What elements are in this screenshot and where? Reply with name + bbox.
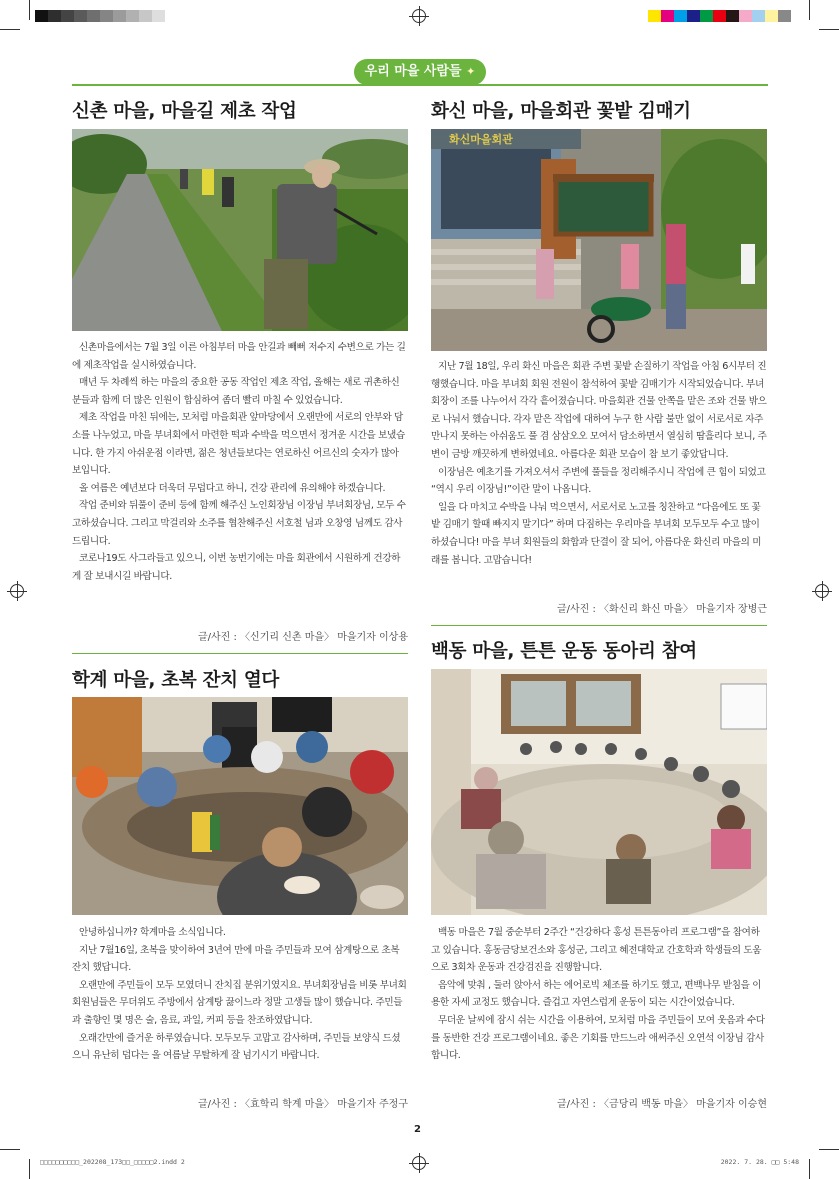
- color-swatch: [765, 10, 778, 22]
- article-photo: [72, 697, 408, 915]
- article-title: 화신 마을, 마을회관 꽃밭 김매기: [431, 101, 691, 122]
- paragraph: 백동 마을은 7월 중순부터 2주간 “건강하다 홍성 튼튼동아리 프로그램”을 참여하고 있습니다. 홍동금당보건소와 홍성군, 그리고 혜전대학교 간호학과 학생들의 도움으로 3회차 운동과 건강검진을 진행합니다.: [431, 927, 762, 974]
- gray-swatch: [126, 10, 139, 22]
- paragraph: 작업 준비와 뒤풀이 준비 등에 함께 해주신 노인회장님 이장님 부녀회장님, 모두 수고하셨습니다. 그리고 막걸리와 소주를 협찬해주신 서호철 님과 오창영 님께도 감사드립니다.: [72, 500, 406, 547]
- article-credit: 글/사진 : 〈효학리 학계 마을〉 마을기자 주정구: [197, 1099, 408, 1110]
- photo-exercise-class: [431, 669, 767, 915]
- article-photo: [431, 669, 767, 915]
- sparkle-icon: ✦: [466, 65, 476, 78]
- photo-summer-feast: [72, 697, 408, 915]
- paragraph: 제초 작업을 마친 뒤에는, 모처럼 마을회관 앞마당에서 오랜만에 서로의 안부와 담소를 나누었고, 마을 부녀회에서 마련한 떡과 수박을 먹으면서 정겨운 시간을 보냈습니다. 한 가지 아쉬운점 이라면, 젊은 청년들보다는 연로하신 어르신의 숫자가 많아 보입니다.: [72, 412, 405, 477]
- crop-mark: [0, 1149, 20, 1150]
- paragraph: 신촌마을에서는 7월 3일 이른 아침부터 마을 안길과 빼뻐 저수지 수변으로 가는 길에 제초작업을 실시하였습니다.: [72, 342, 406, 371]
- article-body: [431, 924, 767, 1065]
- page-number: 2: [414, 1124, 421, 1135]
- gray-swatch: [48, 10, 61, 22]
- color-swatch: [661, 10, 674, 22]
- paragraph: 일을 다 마치고 수박을 나눠 먹으면서, 서로서로 노고를 칭찬하고 “다음에도 또 꽃밭 김매기 할때 빠지지 말기다” 하며 다짐하는 우리마을 부녀회 모두모두 수고 많이 하셨습니다! 마을 부녀 회원들의 화합과 단결이 잘 되어, 아름다운 화신리 마을의 미래를 봅니다. 고맙습니다!: [431, 501, 762, 566]
- color-swatch: [752, 10, 765, 22]
- crop-mark: [809, 0, 810, 20]
- gray-swatch: [139, 10, 152, 22]
- crop-mark: [819, 29, 839, 30]
- photo-village-hall-garden: [431, 129, 767, 351]
- article-body: [431, 358, 767, 569]
- paragraph: 지난 7월 18일, 우리 화신 마을은 회관 주변 꽃밭 손질하기 작업을 아침 6시부터 진행했습니다. 마을 부녀회 회원 전원이 참석하여 꽃밭 김매기가 시작되었습니다. 부녀회장이 조를 나누어서 각각 흩어졌습니다. 마을회관 건물 안쪽을 맡은 조와 건물 밖으로 나눠서 했습니다. 각자 맡은 작업에 대하여 누구 한 사람 불만 없이 서로서로 자주 만나지 못하는 아쉬움도 풀 겸 삼삼오오 모여서 담소하면서 열심히 땀흘리다 보니, 주변이 금방 깨끗하게 변하였네요. 아름다운 회관 모습이 참 보기 좋았답니다.: [431, 361, 767, 460]
- registration-mark-top: [412, 9, 426, 23]
- registration-mark-bottom: [412, 1156, 426, 1170]
- color-swatch: [713, 10, 726, 22]
- article-title: 학계 마을, 초복 잔치 열다: [72, 670, 280, 691]
- paragraph: 오랜만에 주민들이 모두 모였더니 잔치집 분위기였지요. 부녀회장님을 비롯 부녀회 회원님들은 무더위도 주방에서 삼계탕 끓이느라 정말 고생들 많이 했습니다. 주민들과 출향인 몇 명은 술, 음료, 과일, 커피 등을 찬조하였답니다.: [72, 979, 407, 1026]
- color-swatch: [687, 10, 700, 22]
- color-swatch: [739, 10, 752, 22]
- gray-swatch: [113, 10, 126, 22]
- photo-sign: 화신마을회관: [449, 134, 513, 146]
- section-rule: [72, 84, 768, 86]
- gray-swatch: [61, 10, 74, 22]
- crop-mark: [0, 29, 20, 30]
- color-swatch: [648, 10, 661, 22]
- paragraph: 무더운 날씨에 잠시 쉬는 시간을 이용하여, 모처럼 마을 주민들이 모여 웃음과 수다를 동반한 건강 프로그램이네요. 좋은 기회를 만드느라 애써주신 오연석 이장님 감사합니다.: [431, 1014, 765, 1062]
- section-label: 우리 마을 사람들: [364, 64, 462, 79]
- crop-mark: [819, 1149, 839, 1150]
- registration-mark-left: [10, 584, 24, 598]
- color-swatch: [726, 10, 739, 22]
- crop-mark: [809, 1159, 810, 1179]
- article-credit: 글/사진 : 〈화신리 화신 마을〉 마을기자 장병근: [556, 604, 767, 615]
- gray-swatch: [100, 10, 113, 22]
- gray-color-bar: [35, 10, 165, 22]
- color-swatch: [700, 10, 713, 22]
- color-swatch: [674, 10, 687, 22]
- gray-swatch: [74, 10, 87, 22]
- print-stamp: 2022. 7. 28. □□ 5:48: [720, 1158, 799, 1166]
- section-badge: [354, 59, 486, 85]
- registration-mark-right: [815, 584, 829, 598]
- paragraph: 지난 7월16일, 초복을 맞이하여 3년여 만에 마을 주민들과 모여 삼계탕으로 초복 잔치 했답니다.: [72, 944, 400, 974]
- paragraph: 코로나19도 사그라들고 있으니, 이번 농번기에는 마을 회관에서 시원하게 건강하게 잘 보내시길 바랍니다.: [72, 553, 401, 582]
- paragraph: 안녕하십니까? 학계마을 소식입니다.: [79, 927, 226, 938]
- paragraph: 음악에 맞춰 , 둘러 앉아서 하는 에어로빅 체조를 하기도 했고, 편백나무 받침을 이용한 자세 교정도 했습니다. 즐겁고 자연스럽게 운동이 되는 시간이었습니다.: [431, 979, 762, 1009]
- gray-swatch: [87, 10, 100, 22]
- article-title: 백동 마을, 튼튼 운동 동아리 참여: [431, 641, 697, 662]
- paragraph: 이장님은 예초기를 가져오셔서 주변에 풀들을 정리해주시니 작업에 큰 힘이 되었고 “역시 우리 이장님!”이란 말이 나옵니다.: [431, 466, 766, 496]
- crop-mark: [29, 1159, 30, 1179]
- paragraph: 오래간만에 즐거운 하루였습니다. 모두모두 고맙고 감사하며, 주민들 보양식 드셨으니 유난히 덥다는 올 여름날 무탈하게 잘 넘기시기 바랍니다.: [72, 1032, 401, 1062]
- gray-swatch: [35, 10, 48, 22]
- gray-swatch: [152, 10, 165, 22]
- paragraph: 매년 두 차례씩 하는 마을의 중요한 공동 작업인 제초 작업, 올해는 새로 귀촌하신 분들과 함께 더 많은 인원이 합심하여 좀더 빨리 마칠 수 있었습니다.: [72, 377, 400, 406]
- crop-mark: [29, 0, 30, 20]
- article-body: [72, 339, 408, 585]
- article-divider: [72, 653, 408, 654]
- article-body: [72, 924, 408, 1065]
- photo-roadside-weeding: [72, 129, 408, 331]
- file-slug: □□□□□□□□□□_202208_173□□_□□□□□2.indd 2: [40, 1158, 185, 1166]
- color-swatch: [778, 10, 791, 22]
- article-photo: [72, 129, 408, 331]
- article-credit: 글/사진 : 〈신기리 신촌 마을〉 마을기자 이상용: [197, 632, 408, 643]
- article-divider: [431, 625, 767, 626]
- process-color-bar: [648, 10, 791, 22]
- article-credit: 글/사진 : 〈금당리 백동 마을〉 마을기자 이승현: [556, 1099, 767, 1110]
- article-title: 신촌 마을, 마을길 제초 작업: [72, 101, 297, 122]
- article-photo: [431, 129, 767, 351]
- paragraph: 올 여름은 예년보다 더욱더 무덥다고 하니, 건강 관리에 유의해야 하겠습니다.: [79, 482, 386, 494]
